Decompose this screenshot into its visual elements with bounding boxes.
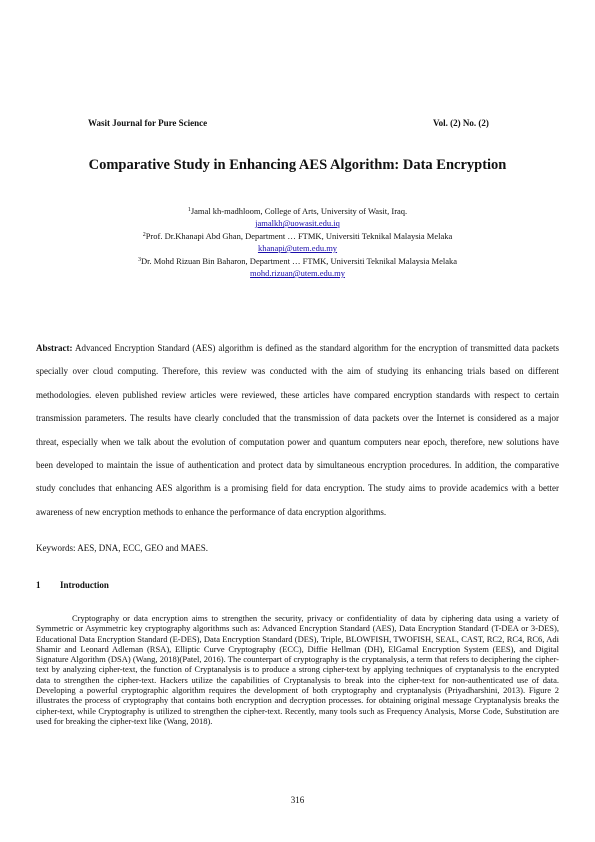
author-block: [0, 204, 595, 279]
journal-name: Wasit Journal for Pure Science: [88, 118, 208, 128]
author-2-email[interactable]: khanapi@utem.edu.my: [257, 243, 338, 253]
author-2-sup: 2: [142, 232, 146, 238]
author-2-text: Prof. Dr.Khanapi Abd Ghan, Department … FTMK, Universiti Teknikal Malaysia Melaka: [145, 231, 453, 241]
abstract-label: Abstract:: [36, 343, 73, 353]
abstract: [36, 337, 559, 524]
author-1-affiliation: [0, 204, 595, 217]
paper-title: Comparative Study in Enhancing AES Algorithm: Data Encryption: [88, 157, 507, 173]
author-1-text: Jamal kh-madhloom, College of Arts, University of Wasit, Iraq.: [190, 206, 408, 216]
author-3-sup: 3: [137, 257, 141, 263]
section-title: Introduction: [60, 580, 109, 590]
author-1-email[interactable]: jamalkh@uowasit.edu.iq: [255, 218, 340, 228]
abstract-text: Advanced Encryption Standard (AES) algorithm is defined as the standard algorithm for the encryption of transmitted data packets specially over cloud computing. Therefore, this review was conducted with the aim of studying its enhancing trials based on different methodologies. eleven published review articles were reviewed, these articles have compared encryption standards with respect to certain transmission parameters. The results have clearly concluded that the transmission of data packets over the Internet is considered as a major threat, especially when we talk about the evolution of computation power and quantum computers near epoch, therefore, new solutions have been developed to maintain the issue of authentication and protect data by simultaneous encryption procedures. In addition, the comparative study concludes that enhancing AES algorithm is a promising field for data encryption. The study aims to provide academics with a better awareness of new encryption methods to enhance the performance of data encryption algorithms.: [36, 343, 559, 517]
author-3-email[interactable]: mohd.rizuan@utem.edu.my: [250, 268, 345, 278]
author-2-affiliation: [0, 229, 595, 242]
intro-paragraph: Cryptography or data encryption aims to strengthen the security, privacy or confidentiality of data by ciphering data using a variety of Symmetric or Asymmetric key cryptography algorithms such as: Advanced Encryption Standard (AES), Data Encryption Standard (T-DEA or 3-DES), Educational Data Encryption Standard (E-DES), Data Encryption Standard (DES), Triple, BLOWFISH, TWOFISH, SEAL, CAST, RC2, RC4, RC6, Adi Shamir and Leonard Adleman (RSA), Elliptic Curve Cryptography (ECC), Diffie Hellman (DH), ElGamal Encryption System (EES), and Digital Signature Algorithm (DSA) (Wang, 2018)(Patel, 2016). The counterpart of cryptography is the cryptanalysis, a term that refers to deciphering the cipher-text by analyzing cipher-text, the function of Cryptanalysis is to produce a strong cipher-text by applying techniques of cryptanalysis to the encrypted data to strengthen the cipher-text. Hackers utilize the capabilities of Cryptanalysis to break into the cipher-text for non-authenticated use of data. Developing a powerful cryptographic algorithm requires the development of both cryptography and cryptanalysis (Priyadharshini, 2013). Figure 2 illustrates the process of cryptography that contains both encryption and decryption processes. for obtaining original message Cryptanalysis breaks the cipher-text, while Cryptography is utilized to strengthen the cipher-text. Recently, many tools such as Frequency Analysis, Morse Code, Substitution are used for breaking the cipher-text like (Wang, 2018).: [36, 613, 559, 726]
page-number: 316: [290, 795, 305, 805]
section-number: 1: [36, 580, 41, 590]
volume-issue: Vol. (2) No. (2): [433, 118, 489, 128]
author-3-text: Dr. Mohd Rizuan Bin Baharon, Department … FTMK, Universiti Teknikal Malaysia Melaka: [140, 256, 458, 266]
keywords: Keywords: AES, DNA, ECC, GEO and MAES.: [36, 543, 208, 553]
section-heading: [36, 580, 109, 590]
author-3-affiliation: [0, 254, 595, 267]
author-1-sup: 1: [187, 207, 191, 213]
